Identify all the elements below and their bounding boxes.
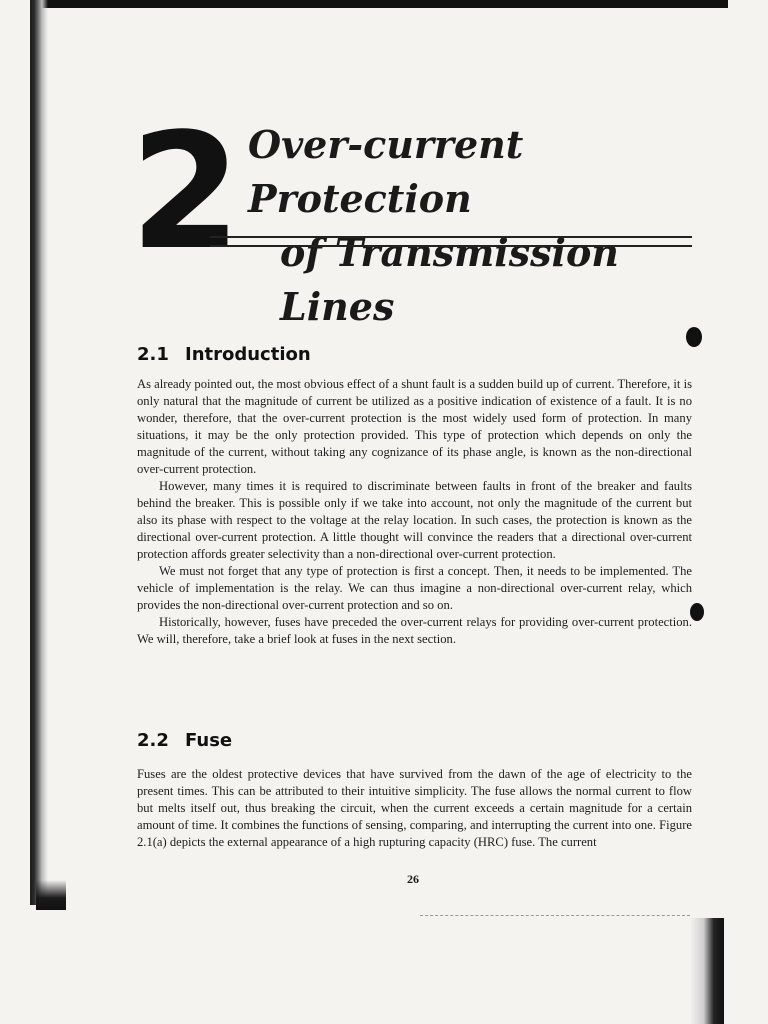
chapter-title (240, 118, 700, 334)
paragraph: Historically, however, fuses have preceded the over-current relays for providing over-current protection. We will, therefore, take a brief look at fuses in the next section. (137, 615, 692, 646)
section-title: Fuse (185, 730, 233, 751)
chapter-title-line-2: of Transmission Lines (280, 230, 619, 329)
section-heading-introduction (137, 344, 311, 365)
scan-corner-shadow-right (690, 918, 724, 1024)
section-heading-fuse (137, 730, 232, 751)
paragraph: We must not forget that any type of protection is first a concept. Then, it needs to be implemented. The vehicle of implementation is the relay. We can thus imagine a non-directional over-current relay, which provides the non-directional over-current protection and so on. (137, 564, 692, 612)
section-number: 2.2 (137, 730, 169, 751)
scan-artifact-line (420, 915, 690, 917)
title-double-rule (210, 236, 692, 247)
paragraph: Fuses are the oldest protective devices that have survived from the dawn of the age of electricity to the present times. This can be attributed to their intuitive simplicity. The fuse allows the normal current to flow but melts itself out, thus breaking the circuit, when the current exceeds a certain magnitude for a certain amount of time. It combines the functions of sensing, comparing, and interrupting the current into one. Figure 2.1(a) depicts the external appearance of a high rupturing capacity (HRC) fuse. The current (137, 767, 692, 849)
margin-dot-mark-2 (690, 603, 704, 621)
section-number: 2.1 (137, 344, 169, 365)
fuse-body (137, 766, 692, 851)
introduction-body (137, 376, 692, 648)
chapter-title-line-1: Over-current Protection (248, 122, 524, 221)
chapter-number: 2 (130, 98, 242, 285)
paragraph: However, many times it is required to discriminate between faults in front of the breaker and faults behind the breaker. This is possible only if we take into account, not only the magnitude of the current but also its phase with respect to the voltage at the relay location. In such cases, the protection is known as the directional over-current protection. A little thought will convince the readers that a directional over-current protection affords greater selectivity than a non-directional over-current protection. (137, 479, 692, 561)
scan-corner-shadow (36, 880, 66, 910)
paragraph: As already pointed out, the most obvious effect of a shunt fault is a sudden build up of current. Therefore, it is only natural that the magnitude of current be utilized as a positive indication of existence of a fault. It is no wonder, therefore, that the over-current protection is the most widely used form of protection. In many situations, it may be the only protection provided. This type of protection which depends on only the magnitude of the current, without taking any cognizance of its phase angle, is known as the non-directional over-current protection. (137, 377, 692, 476)
scan-top-border (30, 0, 728, 8)
section-title: Introduction (185, 344, 311, 365)
page-number: 26 (407, 872, 419, 886)
margin-dot-mark (686, 327, 702, 347)
scan-binding-edge (30, 0, 48, 905)
